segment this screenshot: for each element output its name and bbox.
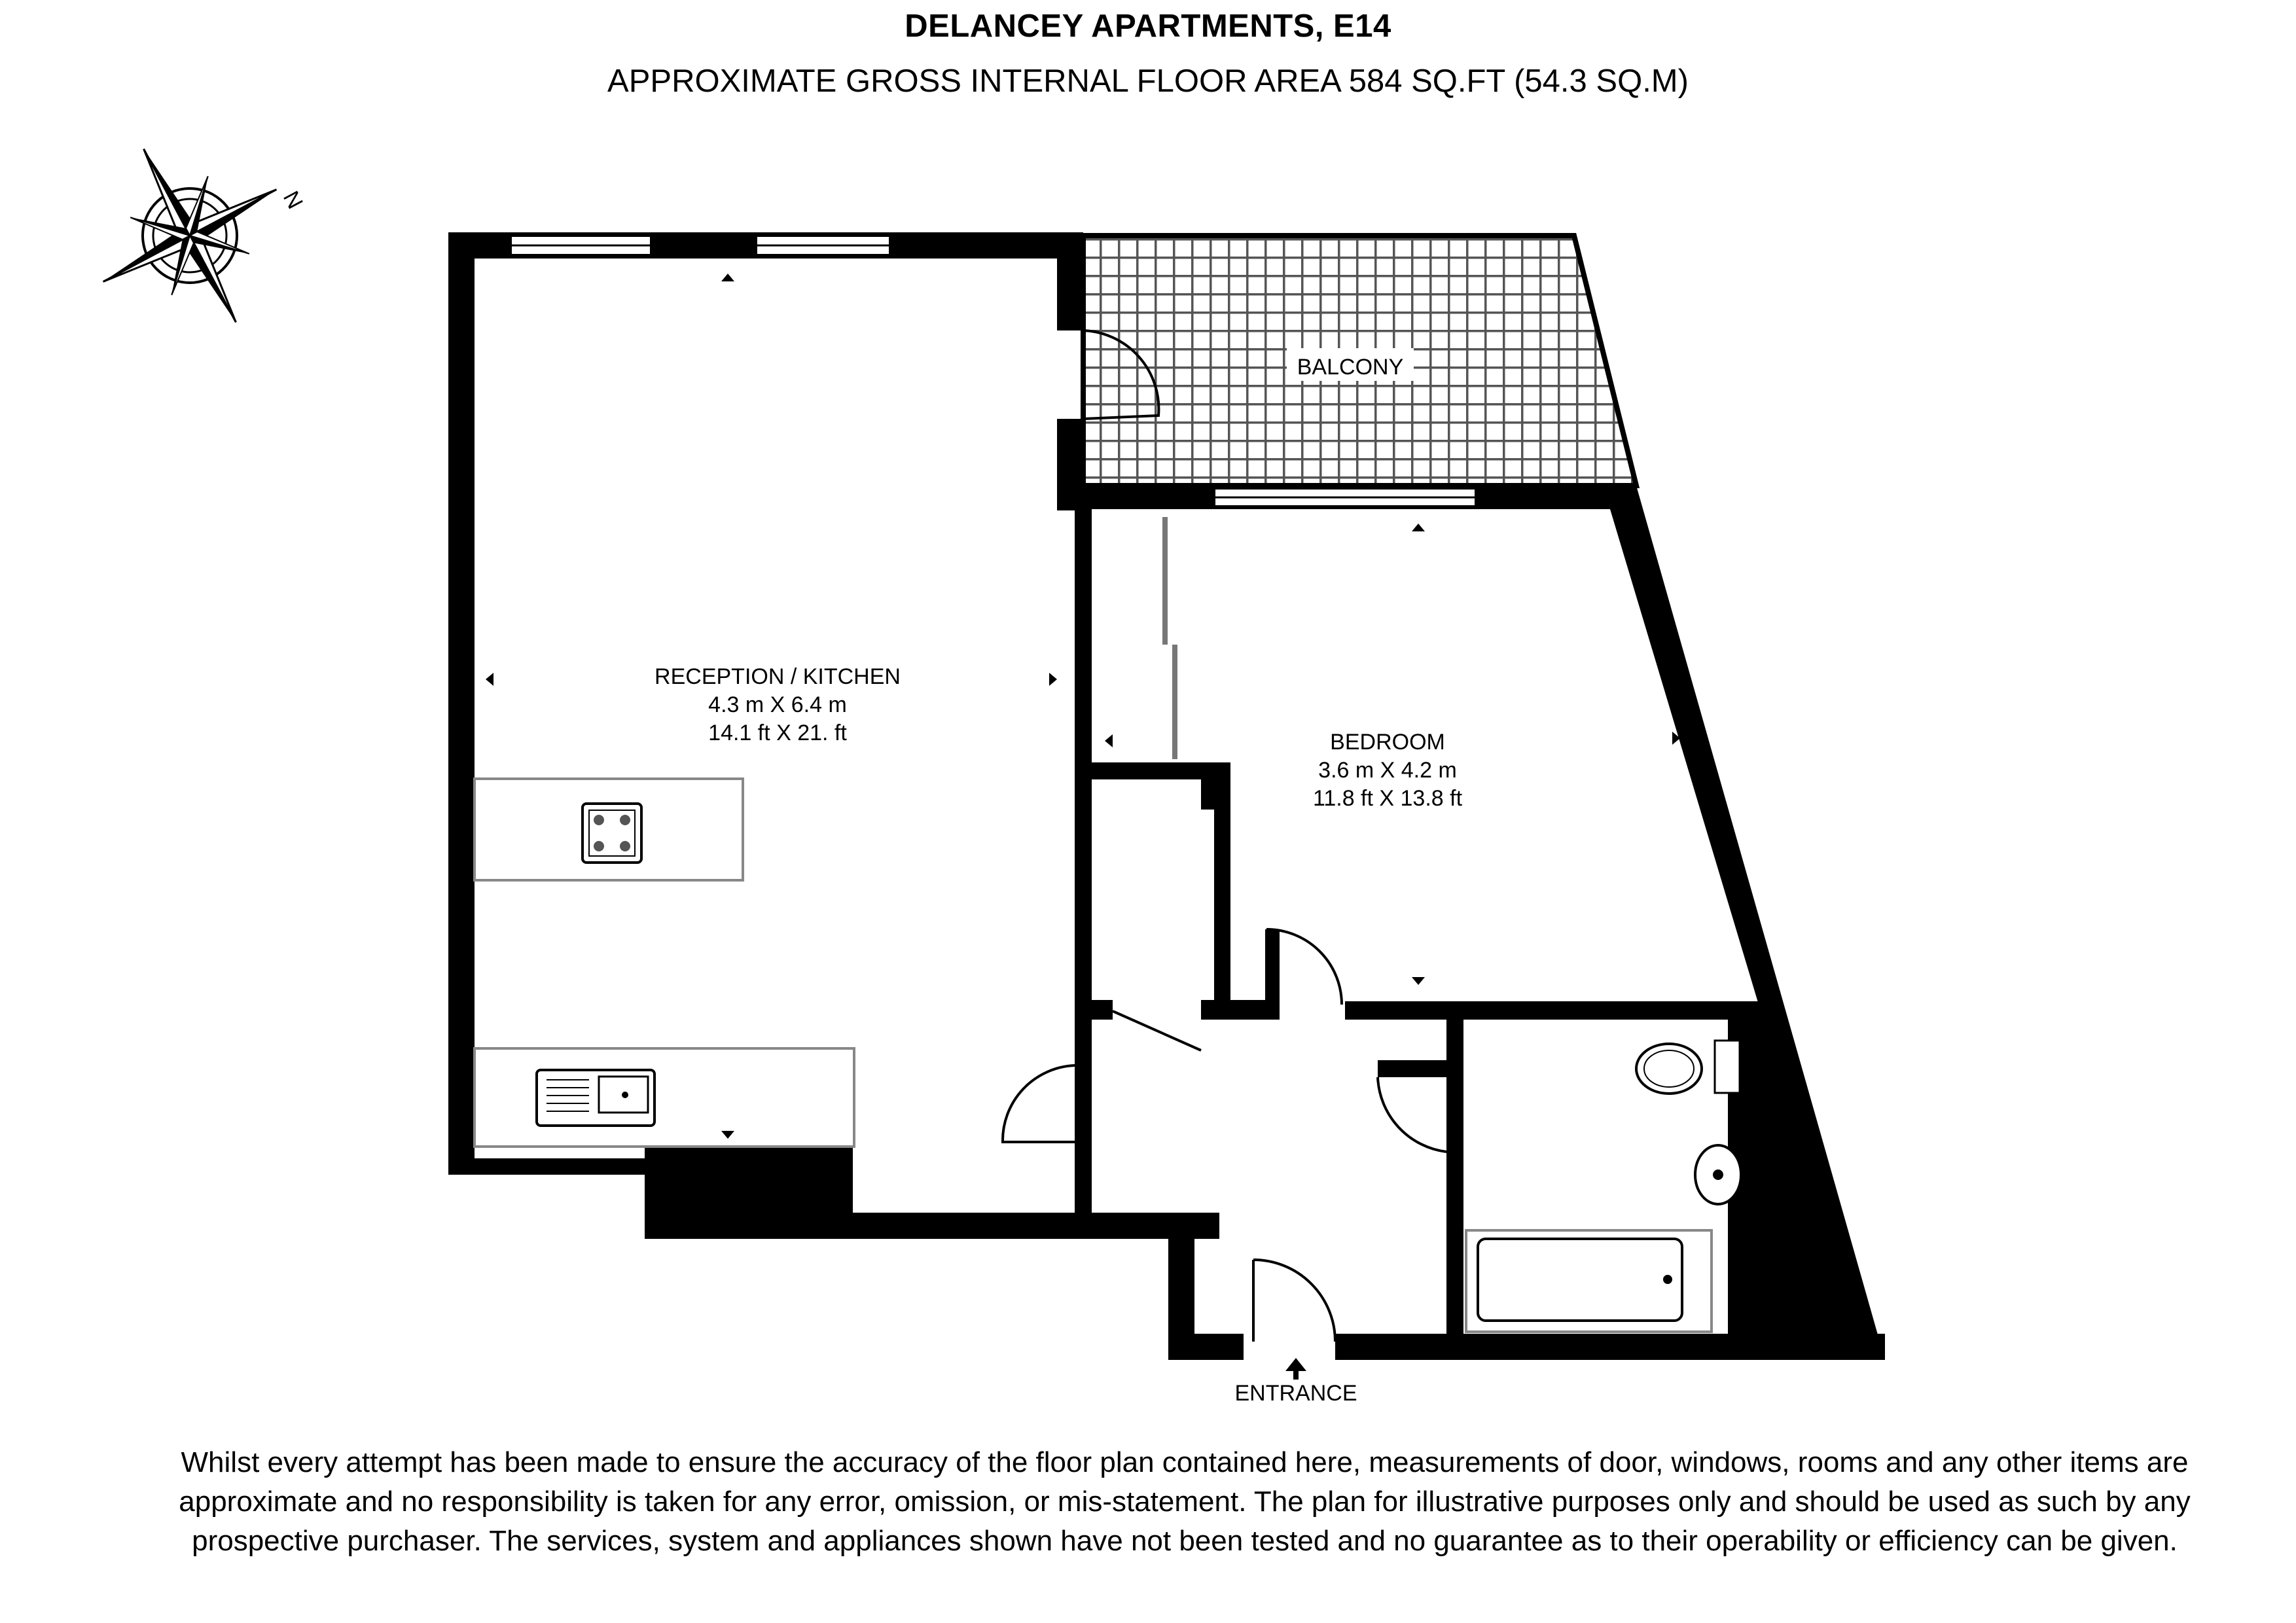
bedroom-label: BEDROOM: [1330, 730, 1445, 755]
entrance-arrow-icon: [1285, 1358, 1306, 1380]
balcony-label: BALCONY: [1297, 355, 1404, 380]
bedroom-imperial: 11.8 ft X 13.8 ft: [1312, 786, 1463, 811]
reception-imperial: 14.1 ft X 21. ft: [708, 721, 847, 745]
reception-label: RECEPTION / KITCHEN: [655, 664, 901, 689]
page-title: DELANCEY APARTMENTS, E14: [905, 9, 1391, 44]
bedroom-metric: 3.6 m X 4.2 m: [1318, 758, 1457, 783]
floor-area-subtitle: APPROXIMATE GROSS INTERNAL FLOOR AREA 584 SQ.FT (54.3 SQ.M): [607, 63, 1689, 99]
kitchen-counter: [475, 1048, 854, 1147]
disclaimer-text: Whilst every attempt has been made to ensure the accuracy of the floor plan contained here, measurements of door, windows, rooms and any other items are approximate and no responsibility is taken for any error, omission, or mis-statement. The plan for illustrative purposes only and should be used as such by any prospective purchaser. The services, system and appliances shown have not been tested and no guarantee as to their operability or efficiency can be given.: [179, 1446, 2191, 1557]
kitchen-island: [475, 779, 743, 880]
bathroom-fittings: [1466, 1041, 1741, 1332]
entrance-label: ENTRANCE: [1234, 1381, 1357, 1406]
compass-north-label: N: [278, 187, 308, 213]
compass-icon: [57, 103, 323, 368]
reception-metric: 4.3 m X 6.4 m: [708, 692, 847, 717]
